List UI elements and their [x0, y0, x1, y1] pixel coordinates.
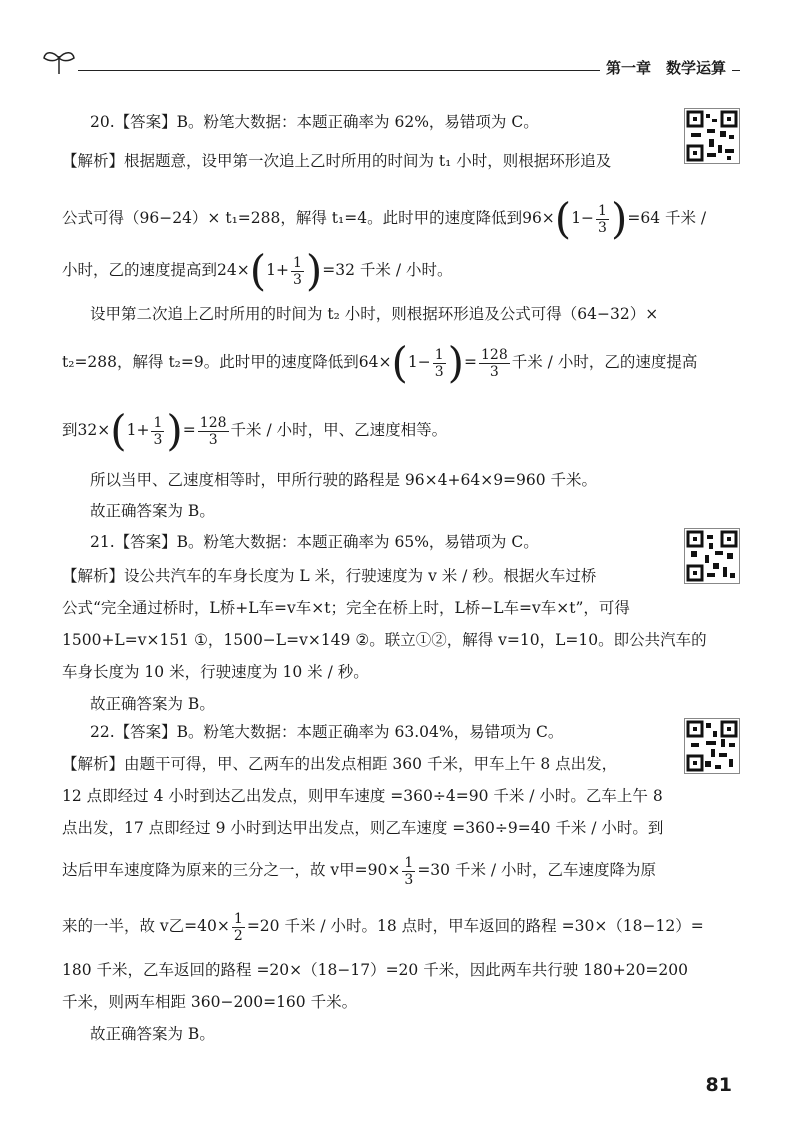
q22-text-line: 千米，则两车相距 360−200=160 千米。: [62, 993, 358, 1011]
fraction-numerator: 1: [153, 414, 163, 431]
sprout-logo-icon: [42, 46, 76, 76]
q21-text-line: 公式“完全通过桥时，L桥+L车=v车×t；完全在桥上时，L桥−L车=v车×t”，可得: [62, 599, 630, 617]
fraction-numerator: 1: [404, 854, 414, 871]
q20-text: 千米 / 小时，乙的速度提高: [511, 353, 698, 371]
q22-answer-line: 22.【答案】B。粉笔大数据：本题正确率为 63.04%，易错项为 C。: [90, 723, 564, 741]
left-paren: (: [110, 406, 127, 455]
q20-conclusion: 故正确答案为 B。: [90, 502, 215, 520]
q22-text: 来的一半，故 v乙=40×: [62, 917, 230, 935]
fraction-denominator: 2: [233, 927, 243, 944]
qr-code-icon[interactable]: [684, 108, 740, 164]
q20-text-line: 设甲第二次追上乙时所用的时间为 t₂ 小时，则根据环形追及公式可得（64−32）×: [90, 305, 659, 323]
q22-text: =30 千米 / 小时，乙车速度降为原: [417, 861, 657, 879]
fraction-numerator: 1: [598, 202, 607, 219]
q22-formula-line: [62, 904, 704, 948]
q20-text: t₂=288，解得 t₂=9。此时甲的速度降低到64×: [62, 353, 392, 371]
q21-text-line: 1500+L=v×151 ①，1500−L=v×149 ②。联立①②，解得 v=10，L=10。即公共汽车的: [62, 631, 707, 649]
fraction: [291, 255, 304, 288]
q20-formula-line: [62, 248, 453, 293]
fraction-numerator: 128: [481, 346, 508, 363]
left-paren: (: [554, 194, 572, 243]
fraction: [433, 347, 446, 380]
q22-text: 达后甲车速度降为原来的三分之一，故 v甲=90×: [62, 861, 401, 879]
q20-text: =32 千米 / 小时。: [322, 261, 453, 279]
fraction-denominator: 3: [208, 431, 218, 448]
fraction-denominator: 3: [598, 219, 607, 236]
q20-formula-line: [62, 196, 706, 241]
q21-text-line: 车身长度为 10 米，行驶速度为 10 米 / 秒。: [62, 663, 369, 681]
expr-prefix: 1−: [407, 353, 431, 371]
q22-text-line: 180 千米，乙车返回的路程 =20×（18−17）=20 千米，因此两车共行驶 180+20=200: [62, 961, 689, 979]
q20-text: 千米 / 小时，甲、乙速度相等。: [230, 421, 448, 439]
expr-prefix: 1+: [266, 261, 289, 279]
fraction: [232, 911, 245, 944]
qr-code-icon[interactable]: [684, 528, 740, 584]
q22-text: =20 千米 / 小时。18 点时，甲车返回的路程 =30×（18−12）=: [246, 917, 704, 935]
q20-text: 公式可得（96−24）× t₁=288，解得 t₁=4。此时甲的速度降低到96×: [62, 209, 555, 227]
q21-conclusion: 故正确答案为 B。: [90, 695, 215, 713]
right-paren: ): [166, 406, 183, 455]
chapter-title: 第一章 数学运算: [600, 57, 732, 78]
equals: =: [182, 421, 196, 439]
fraction-numerator: 128: [199, 414, 227, 431]
fraction-denominator: 3: [153, 431, 163, 448]
left-paren: (: [249, 246, 267, 295]
qr-code-icon[interactable]: [684, 718, 740, 774]
right-paren: ): [305, 246, 323, 295]
right-paren: ): [610, 194, 628, 243]
q20-text: =64 千米 /: [627, 209, 707, 227]
fraction-numerator: 1: [434, 346, 444, 363]
fraction: [198, 415, 229, 448]
fraction-numerator: 1: [233, 910, 243, 927]
fraction-denominator: 3: [404, 871, 414, 888]
q20-answer-line: 20.【答案】B。粉笔大数据：本题正确率为 62%，易错项为 C。: [90, 113, 539, 131]
page-number: 81: [705, 1074, 732, 1096]
q20-text-line: 所以当甲、乙速度相等时，甲所行驶的路程是 96×4+64×9=960 千米。: [90, 471, 598, 489]
q22-conclusion: 故正确答案为 B。: [90, 1025, 215, 1043]
q21-answer-line: 21.【答案】B。粉笔大数据：本题正确率为 65%，易错项为 C。: [90, 533, 539, 551]
q22-text-line: 点出发，17 点即经过 9 小时到达甲出发点，则乙车速度 =360÷9=40 千米 / 小时。到: [62, 819, 664, 837]
fraction-numerator: 1: [292, 254, 302, 271]
q20-text: 到32×: [62, 421, 111, 439]
expr-prefix: 1+: [126, 421, 150, 439]
fraction: [402, 855, 415, 888]
q22-analysis-line: 【解析】由题干可得，甲、乙两车的出发点相距 360 千米，甲车上午 8 点出发，: [62, 755, 618, 773]
page-header: [0, 0, 800, 90]
right-paren: ): [447, 338, 465, 387]
left-paren: (: [391, 338, 408, 387]
fraction: [151, 415, 164, 448]
q22-text-line: 12 点即经过 4 小时到达乙出发点，则甲车速度 =360÷4=90 千米 / 小时。乙车上午 8: [62, 787, 663, 805]
q20-formula-line: [62, 408, 447, 453]
equals: =: [464, 353, 478, 371]
fraction-denominator: 3: [434, 363, 444, 380]
q21-analysis-line: 【解析】设公共汽车的车身长度为 L 米，行驶速度为 v 米 / 秒。根据火车过桥: [62, 567, 597, 585]
fraction-denominator: 3: [292, 271, 302, 288]
q20-formula-line: [62, 340, 697, 385]
fraction: [479, 347, 510, 380]
fraction: [596, 203, 609, 236]
q20-analysis-line: 【解析】根据题意，设甲第一次追上乙时所用的时间为 t₁ 小时，则根据环形追及: [62, 152, 612, 170]
fraction-denominator: 3: [489, 363, 499, 380]
expr-prefix: 1−: [571, 209, 595, 227]
q22-formula-line: [62, 848, 656, 892]
q20-text: 小时，乙的速度提高到24×: [62, 261, 250, 279]
